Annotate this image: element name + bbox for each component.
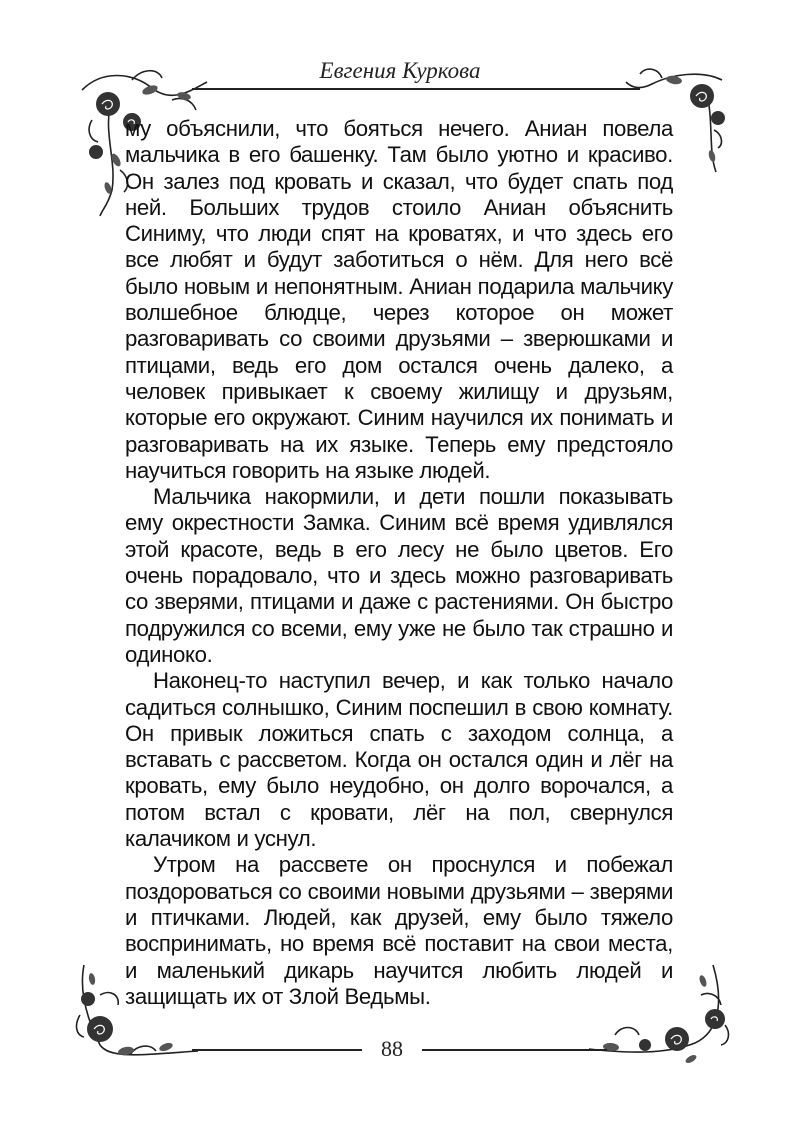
paragraph-1: му объяснили, что бояться нечего. Аниан повела мальчика в его башенку. Там было уютно и красиво. Он залез под кровать и сказал, что будет спать под ней. Больших трудов стоило Аниан объяснить Синиму, что люди спят на кроватях, и что здесь его все любят и будут заботиться о нём. Для него всё было новым и непонятным. Аниан подарила мальчику волшебное блюдце, через которое он может разговаривать со своими друзьями – зверюшками и птицами, ведь его дом остался очень далеко, а человек привыкает к своему жилищу и друзьям, которые его окружают. Синим научился их понимать и разговаривать на их языке. Теперь ему предстояло научиться говорить на языке людей.: [125, 116, 673, 483]
page-number: 88: [381, 1036, 403, 1061]
paragraph-4: Утром на рассвете он проснулся и побежал поздороваться со своими новыми друзьями – зверями и птичками. Людей, как друзей, ему было тяжело воспринимать, но время всё поставит на свои места, и маленький дикарь научится любить людей и защищать их от Злой Ведьмы.: [125, 852, 673, 1009]
header-rule: [192, 88, 640, 90]
paragraph-3: Наконец-то наступил вечер, и как только начало садиться солнышко, Синим поспешил в свою комнату. Он привык ложиться спать с заходом солнца, а вставать с рассветом. Когда он остался один и лёг на кровать, ему было неудобно, он долго ворочался, а потом встал с кровати, лёг на пол, свернулся калачиком и уснул.: [125, 668, 673, 852]
running-header-author: Евгения Куркова: [319, 58, 481, 83]
page-body-text: [125, 116, 673, 1010]
footer-rule-left: [192, 1049, 362, 1051]
footer-rule-right: [422, 1049, 607, 1051]
paragraph-2: Мальчика накормили, и дети пошли показывать ему окрестности Замка. Синим всё время удивлялся этой красоте, ведь в его лесу не было цветов. Его очень порадовало, что и здесь можно разговаривать со зверями, птицами и даже с растениями. Он быстро подружился со всеми, ему уже не было так страшно и одиноко.: [125, 484, 673, 667]
